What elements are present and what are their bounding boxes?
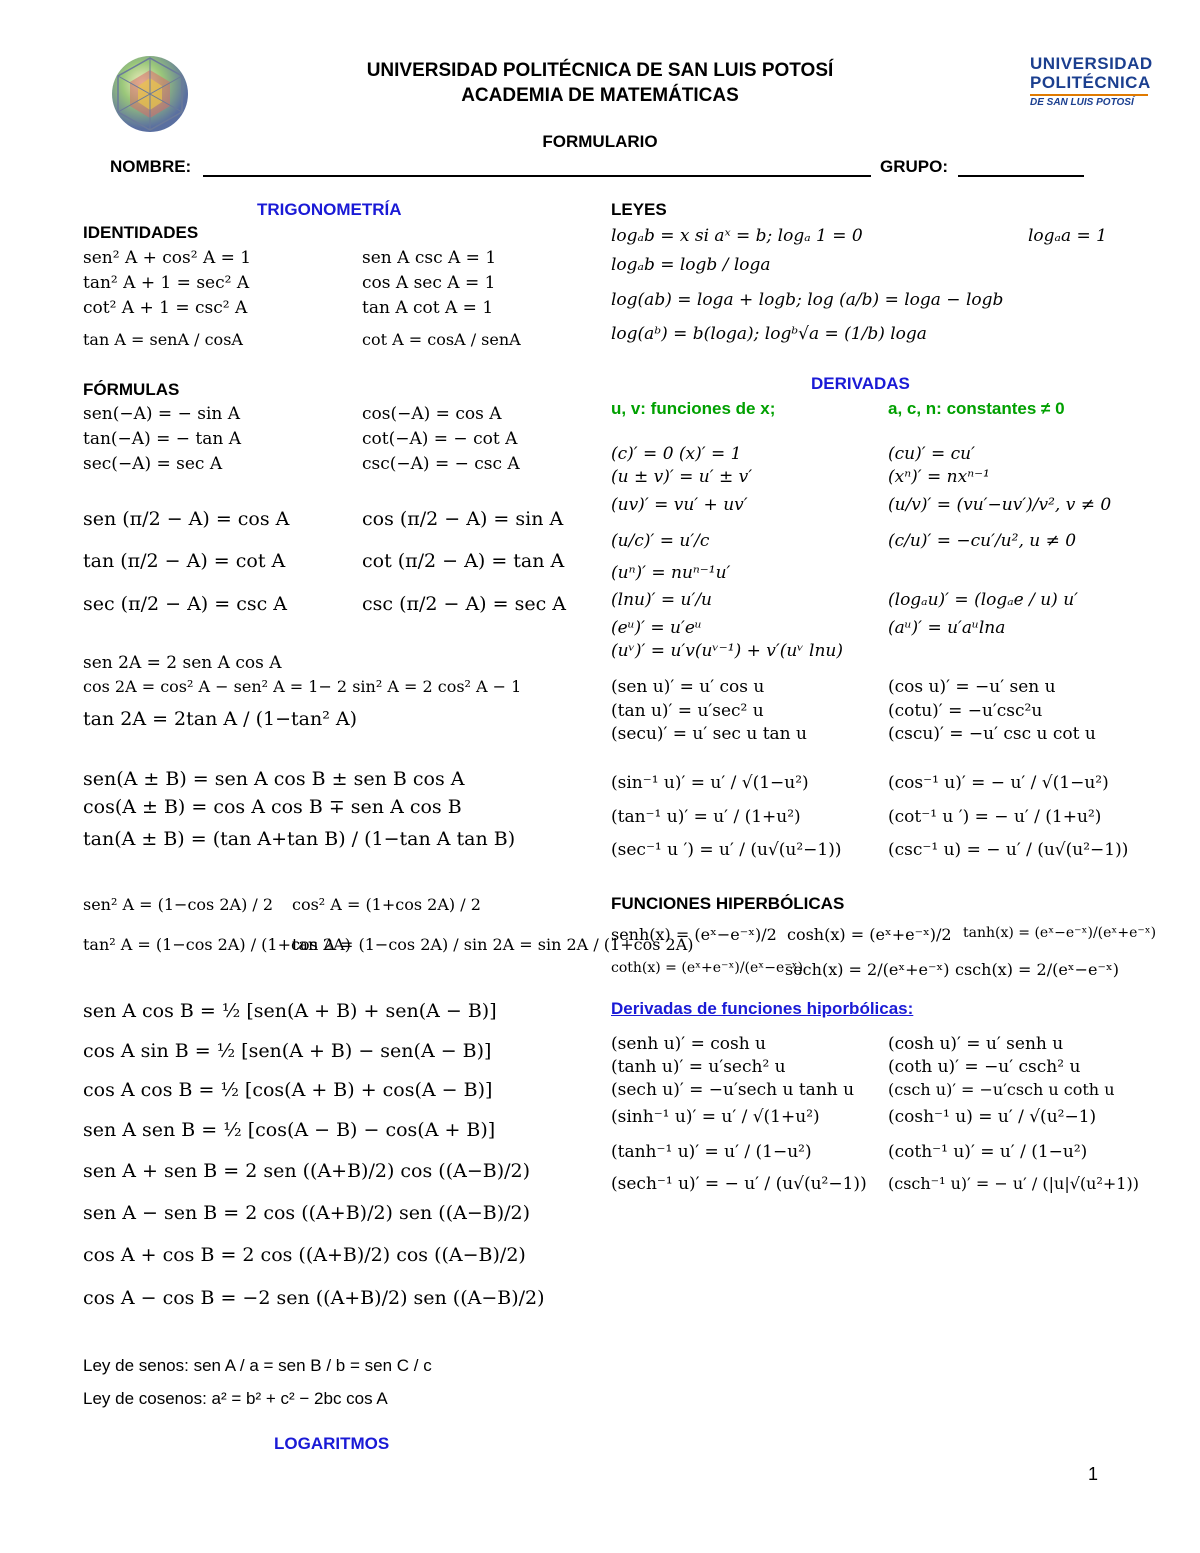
- hyp-deriv-4a: (sinh⁻¹ u)′ = u′ / √(1+u²): [611, 1107, 820, 1127]
- hyp-1b: cosh(x) = (eˣ+e⁻ˣ)/2: [787, 925, 952, 944]
- logo-line-2: POLITÉCNICA: [1030, 73, 1151, 92]
- half-angle-2b: tan A = (1−cos 2A) / sin 2A = sin 2A / (1+cos 2A): [292, 935, 694, 954]
- deriv-basic-3a: (uv)′ = vu′ + uv′: [611, 495, 748, 515]
- sum-diff-2: cos(A ± B) = cos A cos B ∓ sen A cos B: [83, 796, 462, 818]
- cofunc-2b: cot (π/2 − A) = tan A: [362, 550, 565, 572]
- group-field-line[interactable]: [958, 175, 1084, 177]
- name-label: NOMBRE:: [110, 157, 192, 176]
- deriv-basic-7b: (aᵘ)′ = u′aᵘlna: [888, 618, 1006, 638]
- group-label: GRUPO:: [880, 157, 948, 176]
- deriv-basic-1b: (cu)′ = cu′: [888, 444, 975, 464]
- double-angle-1: sen 2A = 2 sen A cos A: [83, 653, 282, 673]
- hyp-1a: senh(x) = (eˣ−e⁻ˣ)/2: [611, 925, 777, 944]
- deriv-trig-3a: (secu)′ = u′ sec u tan u: [611, 724, 807, 744]
- log-law-3: log(ab) = loga + logb; log (a/b) = loga − logb: [611, 290, 1004, 310]
- sum-to-product-4: cos A − cos B = −2 sen ((A+B)/2) sen ((A−B)/2): [83, 1287, 545, 1309]
- neg-1b: cos(−A) = cos A: [362, 404, 502, 424]
- hyp-deriv-1b: (cosh u)′ = u′ senh u: [888, 1034, 1064, 1054]
- law-of-cosines: Ley de cosenos: a² = b² + c² − 2bc cos A: [83, 1389, 388, 1408]
- product-3: cos A cos B = ½ [cos(A + B) + cos(A − B)]: [83, 1079, 493, 1101]
- formulas-title: FÓRMULAS: [83, 380, 180, 399]
- hyp-deriv-5b: (coth⁻¹ u)′ = u′ / (1−u²): [888, 1142, 1088, 1162]
- deriv-inv-3b: (csc⁻¹ u) = − u′ / (u√(u²−1)): [888, 840, 1129, 860]
- product-2: cos A sin B = ½ [sen(A + B) − sen(A − B)]: [83, 1040, 492, 1062]
- identity-3a: cot² A + 1 = csc² A: [83, 298, 248, 318]
- deriv-trig-1b: (cos u)′ = −u′ sen u: [888, 677, 1056, 697]
- sum-diff-1: sen(A ± B) = sen A cos B ± sen B cos A: [83, 768, 465, 790]
- deriv-basic-5a: (uⁿ)′ = nuⁿ⁻¹u′: [611, 563, 731, 583]
- half-angle-1b: cos² A = (1+cos 2A) / 2: [292, 895, 481, 914]
- document-title: FORMULARIO: [542, 132, 658, 151]
- trig-title: TRIGONOMETRÍA: [257, 200, 402, 219]
- deriv-basic-7a: (eᵘ)′ = u′eᵘ: [611, 618, 702, 638]
- derivatives-note-left: u, v: funciones de x;: [611, 399, 776, 418]
- hyp-2a: coth(x) = (eˣ+e⁻ˣ)/(eˣ−e⁻ˣ): [611, 960, 804, 976]
- hyp-deriv-6a: (sech⁻¹ u)′ = − u′ / (u√(u²−1)): [611, 1174, 867, 1194]
- identities-title: IDENTIDADES: [83, 223, 199, 242]
- log-law-1b: logₐa = 1: [1028, 226, 1107, 246]
- sum-diff-3: tan(A ± B) = (tan A+tan B) / (1−tan A tan B): [83, 828, 516, 850]
- hyp-deriv-4b: (cosh⁻¹ u) = u′ / √(u²−1): [888, 1107, 1097, 1127]
- identity-2b: cos A sec A = 1: [362, 273, 496, 293]
- sum-to-product-3: cos A + cos B = 2 cos ((A+B)/2) cos ((A−B)/2): [83, 1244, 526, 1266]
- identity-4a: tan A = senA / cosA: [83, 330, 243, 349]
- product-4: sen A sen B = ½ [cos(A − B) − cos(A + B)]: [83, 1119, 496, 1141]
- product-1: sen A cos B = ½ [sen(A + B) + sen(A − B)]: [83, 1000, 497, 1022]
- deriv-trig-1a: (sen u)′ = u′ cos u: [611, 677, 765, 697]
- academy-title: ACADEMIA DE MATEMÁTICAS: [461, 85, 739, 106]
- neg-2a: tan(−A) = − tan A: [83, 429, 241, 449]
- deriv-basic-2a: (u ± v)′ = u′ ± v′: [611, 467, 753, 487]
- cofunc-3a: sec (π/2 − A) = csc A: [83, 593, 287, 615]
- cofunc-3b: csc (π/2 − A) = sec A: [362, 593, 566, 615]
- deriv-basic-4b: (c/u)′ = −cu′/u², u ≠ 0: [888, 531, 1077, 551]
- deriv-basic-6a: (lnu)′ = u′/u: [611, 590, 712, 610]
- deriv-inv-2a: (tan⁻¹ u)′ = u′ / (1+u²): [611, 807, 801, 827]
- university-title: UNIVERSIDAD POLITÉCNICA DE SAN LUIS POTOSÍ: [366, 60, 834, 81]
- deriv-basic-8a: (uᵛ)′ = u′v(uᵛ⁻¹) + v′(uᵛ lnu): [611, 641, 844, 661]
- derivatives-title: DERIVADAS: [811, 374, 910, 393]
- hyp-2c: csch(x) = 2/(eˣ−e⁻ˣ): [955, 960, 1119, 979]
- logo-line-3: DE SAN LUIS POTOSÍ: [1030, 97, 1134, 108]
- deriv-trig-2b: (cotu)′ = −u′csc²u: [888, 701, 1043, 721]
- deriv-basic-6b: (logₐu)′ = (logₐe / u) u′: [888, 590, 1079, 610]
- sum-to-product-2: sen A − sen B = 2 cos ((A+B)/2) sen ((A−B)/2): [83, 1202, 531, 1224]
- page-number: 1: [1088, 1464, 1099, 1484]
- hyp-derivatives-title: Derivadas de funciones hiporbólicas:: [611, 999, 914, 1018]
- logarithms-title: LOGARITMOS: [274, 1434, 390, 1453]
- identity-4b: cot A = cosA / senA: [362, 330, 521, 349]
- name-field-line[interactable]: [203, 175, 871, 177]
- hyp-1c: tanh(x) = (eˣ−e⁻ˣ)/(eˣ+e⁻ˣ): [963, 925, 1157, 941]
- laws-title: LEYES: [611, 200, 667, 219]
- hyp-deriv-2a: (tanh u)′ = u′sech² u: [611, 1057, 786, 1077]
- hyp-deriv-1a: (senh u)′ = cosh u: [611, 1034, 766, 1054]
- logo-line-1: UNIVERSIDAD: [1030, 54, 1153, 73]
- hyp-deriv-5a: (tanh⁻¹ u)′ = u′ / (1−u²): [611, 1142, 812, 1162]
- neg-1a: sen(−A) = − sin A: [83, 404, 241, 424]
- hyp-2b: sech(x) = 2/(eˣ+e⁻ˣ): [785, 960, 950, 979]
- deriv-trig-3b: (cscu)′ = −u′ csc u cot u: [888, 724, 1096, 744]
- deriv-inv-1a: (sin⁻¹ u)′ = u′ / √(1−u²): [611, 773, 809, 793]
- deriv-basic-4a: (u/c)′ = u′/c: [611, 531, 710, 551]
- identity-2a: tan² A + 1 = sec² A: [83, 273, 250, 293]
- identity-3b: tan A cot A = 1: [362, 298, 494, 318]
- hyperbolic-title: FUNCIONES HIPERBÓLICAS: [611, 894, 845, 913]
- deriv-basic-1a: (c)′ = 0 (x)′ = 1: [611, 444, 742, 464]
- hyp-deriv-2b: (coth u)′ = −u′ csch² u: [888, 1057, 1081, 1077]
- hyp-deriv-3b: (csch u)′ = −u′csch u coth u: [888, 1080, 1115, 1099]
- neg-3b: csc(−A) = − csc A: [362, 454, 520, 474]
- neg-3a: sec(−A) = sec A: [83, 454, 223, 474]
- hyp-deriv-6b: (csch⁻¹ u)′ = − u′ / (|u|√(u²+1)): [888, 1174, 1139, 1193]
- cofunc-2a: tan (π/2 − A) = cot A: [83, 550, 286, 572]
- double-angle-2: cos 2A = cos² A − sen² A = 1− 2 sin² A = 2 cos² A − 1: [83, 677, 522, 696]
- half-angle-1a: sen² A = (1−cos 2A) / 2: [83, 895, 274, 914]
- derivatives-note-right: a, c, n: constantes ≠ 0: [888, 399, 1065, 418]
- deriv-basic-2b: (xⁿ)′ = nxⁿ⁻¹: [888, 467, 990, 487]
- deriv-inv-2b: (cot⁻¹ u ′) = − u′ / (1+u²): [888, 807, 1102, 827]
- neg-2b: cot(−A) = − cot A: [362, 429, 518, 449]
- half-angle-2a: tan² A = (1−cos 2A) / (1+cos 2A): [83, 935, 351, 954]
- log-law-1a: logₐb = x si aˣ = b; logₐ 1 = 0: [611, 226, 863, 246]
- deriv-trig-2a: (tan u)′ = u′sec² u: [611, 701, 764, 721]
- double-angle-3: tan 2A = 2tan A / (1−tan² A): [83, 708, 357, 730]
- log-law-4: log(aᵇ) = b(loga); logᵇ√a = (1/b) loga: [611, 324, 927, 344]
- deriv-inv-1b: (cos⁻¹ u)′ = − u′ / √(1−u²): [888, 773, 1109, 793]
- cofunc-1a: sen (π/2 − A) = cos A: [83, 508, 290, 530]
- hyp-deriv-3a: (sech u)′ = −u′sech u tanh u: [611, 1080, 855, 1100]
- law-of-sines: Ley de senos: sen A / a = sen B / b = sen C / c: [83, 1356, 432, 1375]
- deriv-basic-3b: (u/v)′ = (vu′−uv′)/v², v ≠ 0: [888, 495, 1112, 515]
- deriv-inv-3a: (sec⁻¹ u ′) = u′ / (u√(u²−1)): [611, 840, 842, 860]
- cofunc-1b: cos (π/2 − A) = sin A: [362, 508, 564, 530]
- identity-1b: sen A csc A = 1: [362, 248, 497, 268]
- log-law-2: logₐb = logb / loga: [611, 255, 771, 275]
- identity-1a: sen² A + cos² A = 1: [83, 248, 252, 268]
- sum-to-product-1: sen A + sen B = 2 sen ((A+B)/2) cos ((A−B)/2): [83, 1160, 531, 1182]
